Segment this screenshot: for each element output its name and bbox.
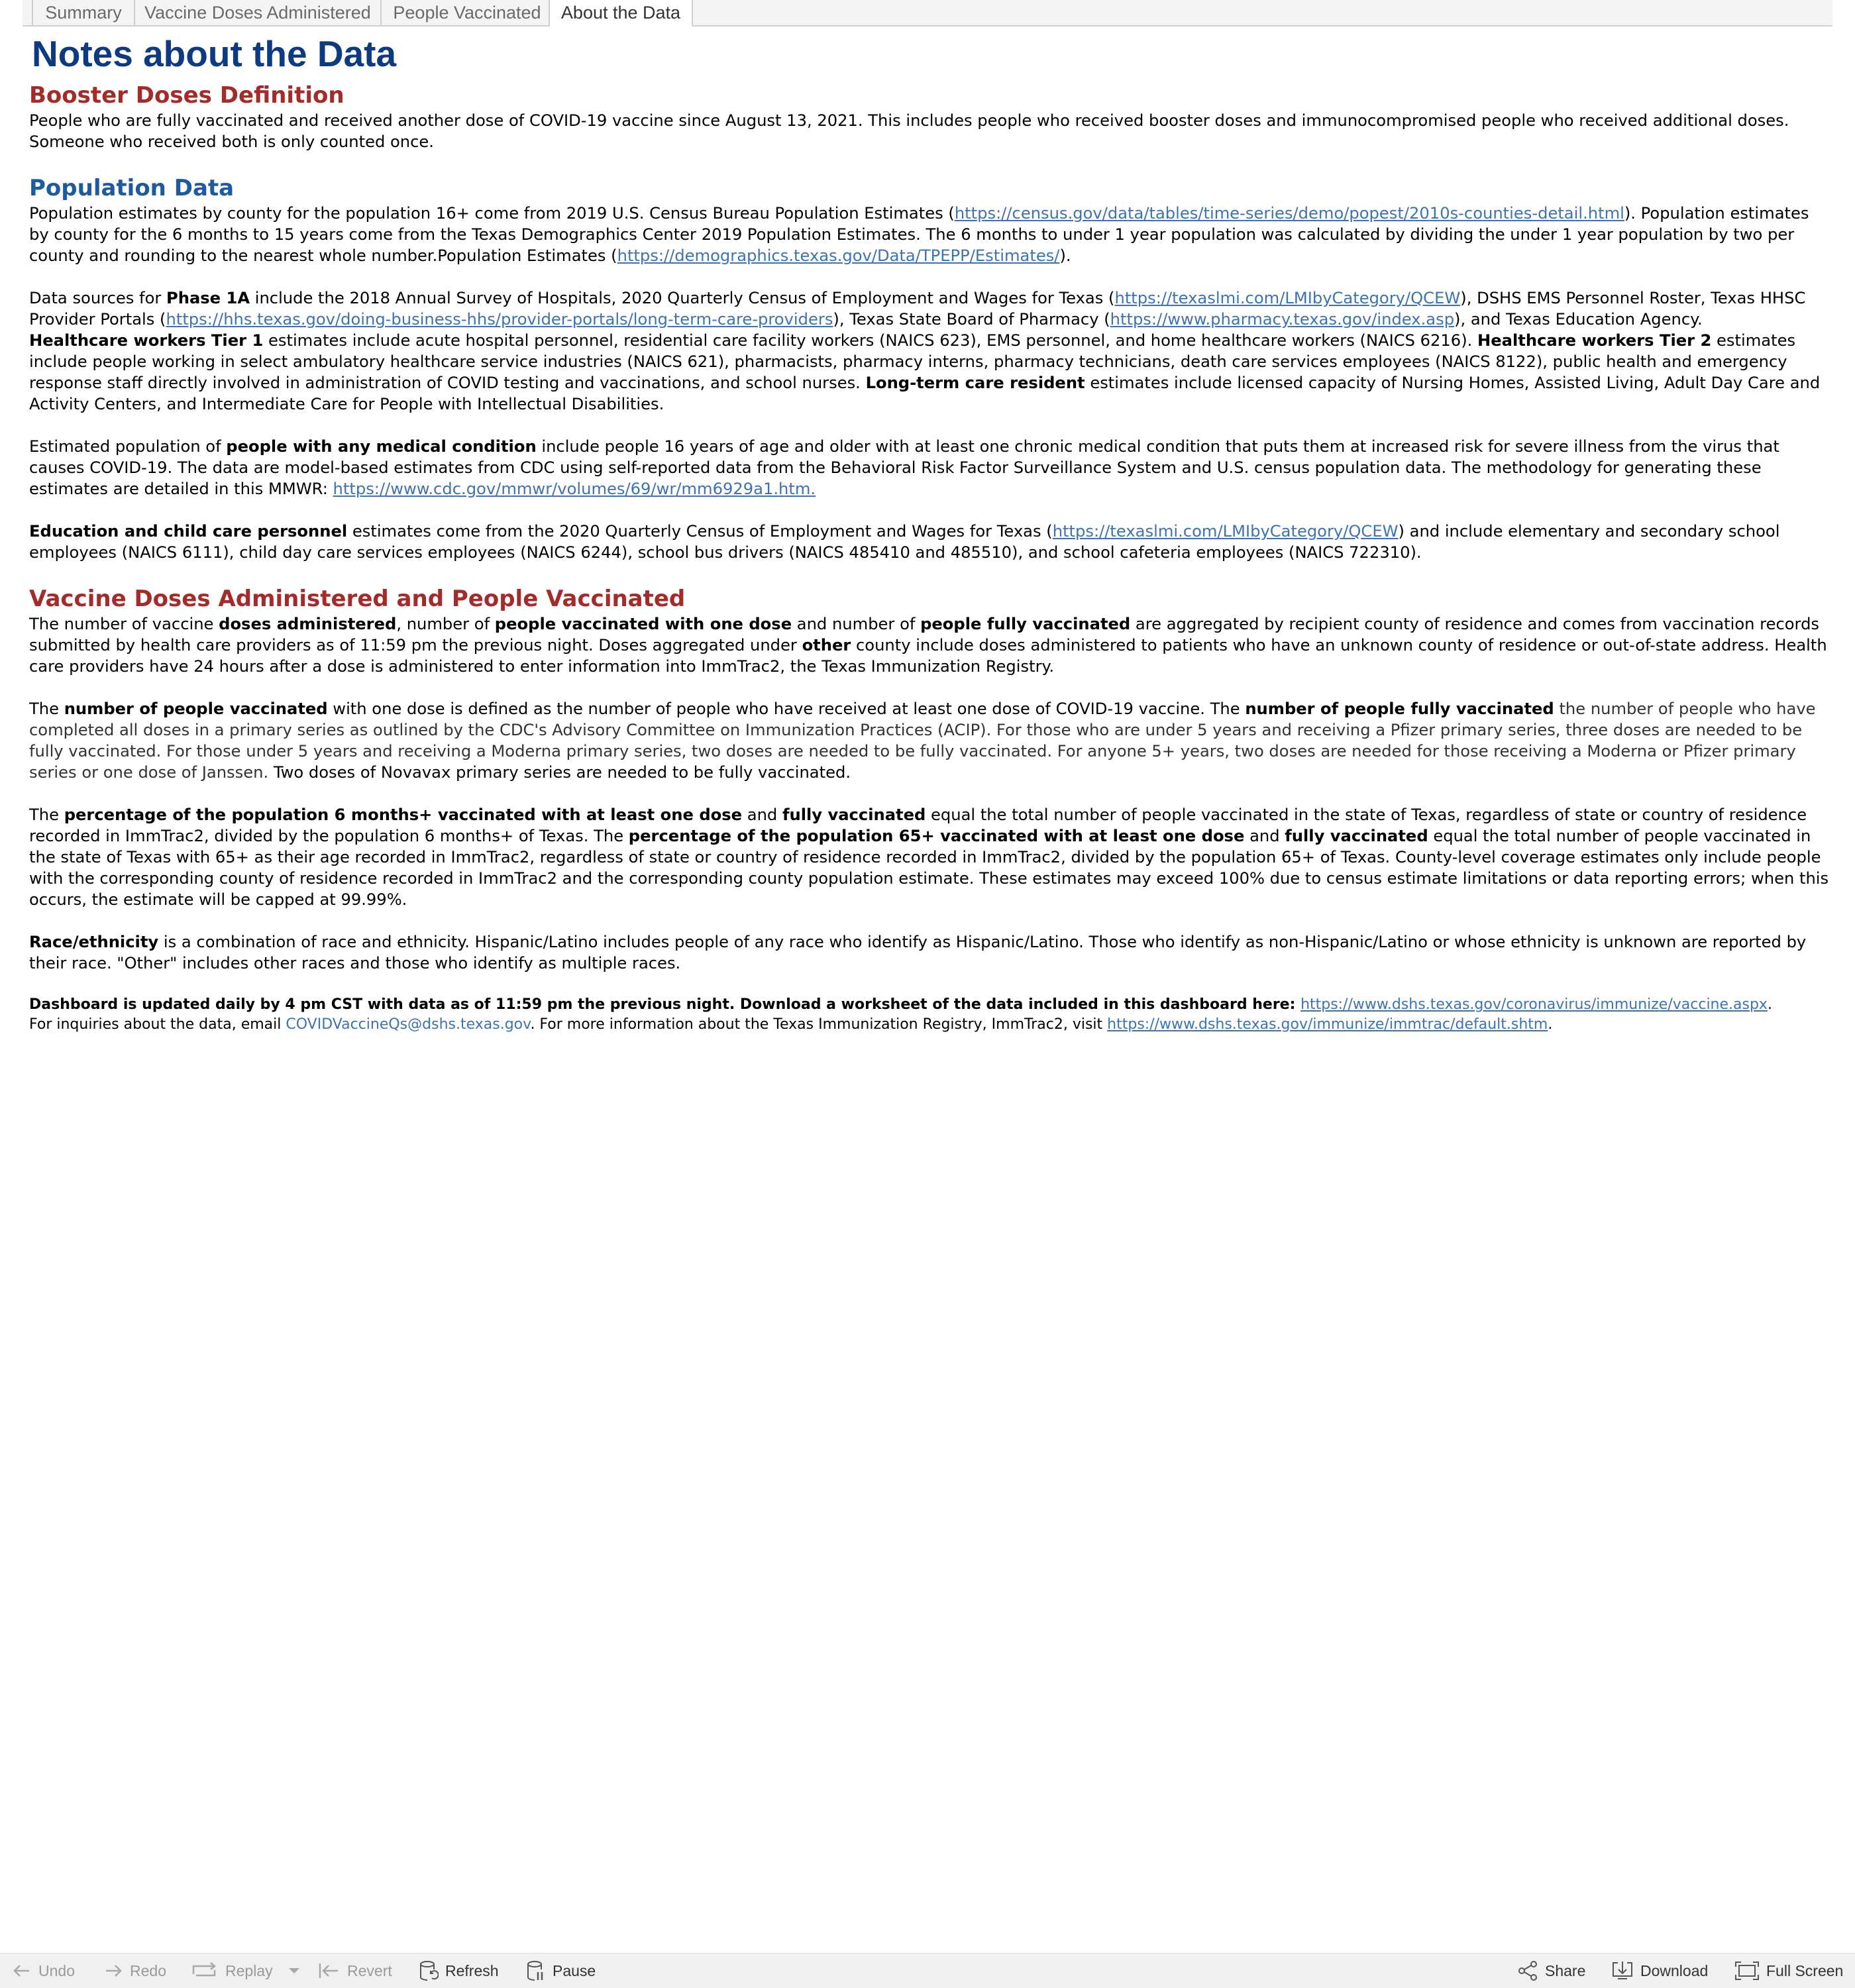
tab-bar — [23, 0, 1832, 26]
refresh-icon — [419, 1960, 439, 1981]
tab-people-vaccinated[interactable]: People Vaccinated — [382, 0, 554, 25]
replay-dropdown-icon — [288, 1966, 301, 1975]
vaccine-paragraph-2: The number of people vaccinated with one dose is defined as the number of people who have received at least one dose of COVID-19 vaccine. The number of people fully vaccinated the number of people who have completed all doses in a primary series as outlined by the CDC's Advisory Committee on Immunization Practices (ACIP). For those who are under 5 years and receiving a Pfizer primary series, three doses are needed to be fully vaccinated. For those under 5 years and receiving a Moderna primary series, two doses are needed to be fully vaccinated. For anyone 5+ years, two doses are needed for those receiving a Moderna or Pfizer primary series or one dose of Janssen. Two doses of Novavax primary series are needed to be fully vaccinated. — [29, 700, 1816, 782]
population-paragraph-4: Education and child care personnel estimates come from the 2020 Quarterly Census of Employment and Wages for Texas (https://texaslmi.com/LMIbyCategory/QCEW) and include elementary and secondary school employees (NAICS 6111), child day care services employees (NAICS 6244), school bus drivers (NAICS 485410 and 485510), and school cafeteria employees (NAICS 722310). — [29, 522, 1780, 562]
tab-vaccine-doses-administered[interactable]: Vaccine Doses Administered — [135, 0, 382, 25]
census-link[interactable]: https://census.gov/data/tables/time-series/demo/popest/2010s-counties-detail.html — [954, 204, 1624, 223]
vaccine-paragraph-1: The number of vaccine doses administered, number of people vaccinated with one dose and number of people fully vaccinated are aggregated by recipient county of residence and comes from vaccination records submitted by health care providers as of 11:59 pm the previous night. Doses aggregated under other county include doses administered to patients who have an unknown county of residence or out-of-state address. Health care providers have 24 hours after a dose is administered to enter information into ImmTrac2, the Texas Immunization Registry. — [29, 615, 1827, 676]
undo-icon — [12, 1963, 32, 1979]
refresh-button[interactable]: Refresh — [419, 1954, 499, 1988]
population-heading: Population Data — [29, 175, 235, 201]
dashboard-update-note: Dashboard is updated daily by 4 pm CST with data as of 11:59 pm the previous night. Download a worksheet of the data included in this dashboard here: https://www.dshs.texas.gov/coronavirus/immunize/vaccine.aspx. — [29, 996, 1772, 1013]
pharmacy-link[interactable]: https://www.pharmacy.texas.gov/index.asp — [1110, 310, 1455, 329]
qcew-link[interactable]: https://texaslmi.com/LMIbyCategory/QCEW — [1114, 289, 1461, 307]
page-title: Notes about the Data — [32, 33, 397, 74]
replay-icon — [189, 1962, 219, 1979]
qcew-link-2[interactable]: https://texaslmi.com/LMIbyCategory/QCEW — [1052, 522, 1399, 541]
hhs-provider-link[interactable]: https://hhs.texas.gov/doing-business-hhs/provider-portals/long-term-care-providers — [166, 310, 833, 329]
tab-summary[interactable]: Summary — [32, 0, 135, 25]
redo-button[interactable]: Redo — [103, 1954, 166, 1988]
undo-button[interactable]: Undo — [12, 1954, 75, 1988]
email-link[interactable]: COVIDVaccineQs@dshs.texas.gov — [286, 1016, 531, 1033]
revert-button[interactable]: Revert — [318, 1954, 392, 1988]
vaccine-paragraph-3: The percentage of the population 6 months+ vaccinated with at least one dose and fully vaccinated equal the total number of people vaccinated in the state of Texas, regardless of state or country of residence recorded in ImmTrac2, divided by the population 6 months+ of Texas. The percentage of the population 65+ vaccinated with at least one dose and fully vaccinated equal the total number of people vaccinated in the state of Texas with 65+ as their age recorded in ImmTrac2, regardless of state or country of residence recorded in ImmTrac2, divided by the population 65+ of Texas. County-level coverage estimates only include people with the corresponding county of residence recorded in ImmTrac2 and the corresponding county population estimate. These estimates may exceed 100% due to census estimate limitations or data reporting errors; when this occurs, the estimate will be capped at 99.99%. — [29, 806, 1829, 909]
population-paragraph-2: Data sources for Phase 1A include the 2018 Annual Survey of Hospitals, 2020 Quarterly Census of Employment and Wages for Texas (https://texaslmi.com/LMIbyCategory/QCEW), DSHS EMS Personnel Roster, Texas HHSC Provider Portals (https://hhs.texas.gov/doing-business-hhs/provider-portals/long-term-care-providers), Texas State Board of Pharmacy (https://www.pharmacy.texas.gov/index.asp), and Texas Education Agency. Healthcare workers Tier 1 estimates include acute hospital personnel, residential care facility workers (NAICS 623), EMS personnel, and home healthcare workers (NAICS 6216). Healthcare workers Tier 2 estimates include people working in select ambulatory healthcare service industries (NAICS 621), pharmacists, pharmacy interns, pharmacy technicians, death care services employees (NAICS 8122), public health and emergency response staff directly involved in administration of COVID testing and vaccinations, and school nurses. Long-term care resident estimates include licensed capacity of Nursing Homes, Assisted Living, Adult Day Care and Activity Centers, and Intermediate Care for People with Intellectual Disabilities. — [29, 289, 1821, 413]
share-icon — [1517, 1960, 1538, 1981]
pause-button[interactable]: Pause — [526, 1954, 596, 1988]
tab-about-the-data[interactable]: About the Data — [549, 0, 693, 26]
population-paragraph-3: Estimated population of people with any medical condition include people 16 years of age and older with at least one chronic medical condition that puts them at increased risk for severe illness from the virus that causes COVID-19. The data are model-based estimates from CDC using self-reported data from the Behavioral Risk Factor Surveillance System and U.S. census population data. The methodology for generating these estimates are detailed in this MMWR: https://www.cdc.gov/mmwr/volumes/69/wr/mm6929a1.htm. — [29, 437, 1779, 498]
viz-toolbar — [0, 1953, 1855, 1988]
mmwr-link[interactable]: https://www.cdc.gov/mmwr/volumes/69/wr/mm6929a1.htm. — [333, 480, 816, 498]
demographics-link[interactable]: https://demographics.texas.gov/Data/TPEPP/Estimates/ — [617, 246, 1060, 265]
fullscreen-button[interactable]: Full Screen — [1734, 1954, 1843, 1988]
immtrac-link[interactable]: https://www.dshs.texas.gov/immunize/immtrac/default.shtm — [1107, 1016, 1548, 1033]
redo-icon — [103, 1963, 123, 1979]
vaccine-worksheet-link[interactable]: https://www.dshs.texas.gov/coronavirus/immunize/vaccine.aspx — [1300, 996, 1768, 1013]
download-button[interactable]: Download — [1611, 1954, 1708, 1988]
pause-icon — [526, 1960, 546, 1981]
vaccine-heading: Vaccine Doses Administered and People Vaccinated — [29, 586, 686, 612]
share-button[interactable]: Share — [1517, 1954, 1585, 1988]
fullscreen-icon — [1734, 1961, 1760, 1981]
replay-button[interactable]: Replay — [189, 1954, 273, 1988]
inquiries-note: For inquiries about the data, email COVIDVaccineQs@dshs.texas.gov. For more information about the Texas Immunization Registry, ImmTrac2, visit https://www.dshs.texas.gov/immunize/immtrac/default.shtm. — [29, 1016, 1553, 1033]
vaccine-paragraph-4: Race/ethnicity is a combination of race and ethnicity. Hispanic/Latino includes people of any race who identify as Hispanic/Latino. Those who identify as non-Hispanic/Latino or whose ethnicity is unknown are reported by their race. "Other" includes other races and those who identify as multiple races. — [29, 933, 1807, 972]
booster-text: People who are fully vaccinated and received another dose of COVID-19 vaccine since August 13, 2021. This includes people who received booster doses and immunocompromised people who received additional doses. Someone who received both is only counted once. — [29, 111, 1789, 151]
download-icon — [1611, 1960, 1634, 1981]
about-content — [29, 32, 1831, 1035]
revert-icon — [318, 1962, 341, 1979]
replay-dropdown[interactable] — [288, 1954, 301, 1988]
booster-heading: Booster Doses Definition — [29, 82, 344, 109]
population-paragraph-1: Population estimates by county for the population 16+ come from 2019 U.S. Census Bureau Population Estimates (https://census.gov/data/tables/time-series/demo/popest/2010s-counties-detail.html). Population estimates by county for the 6 months to 15 years come from the Texas Demographics Center 2019 Population Estimates. The 6 months to under 1 year population was calculated by dividing the under 1 year population by two per county and rounding to the nearest whole number.Population Estimates (https://demographics.texas.gov/Data/TPEPP/Estimates/). — [29, 204, 1809, 265]
